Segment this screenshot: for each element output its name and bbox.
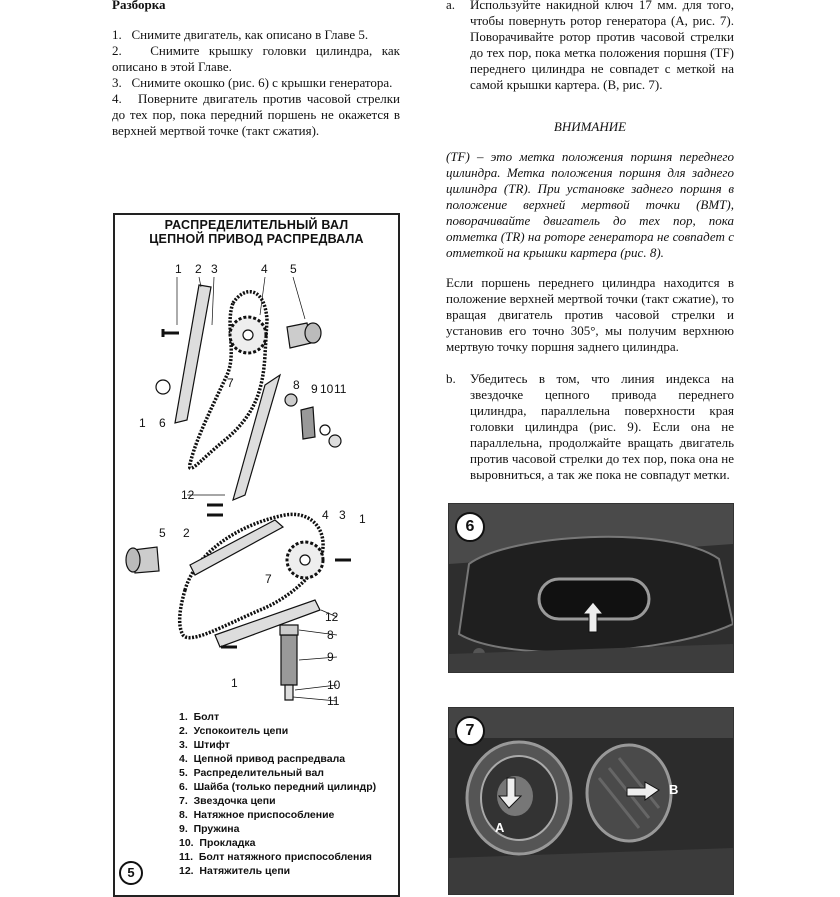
callout-2-top: 2 bbox=[195, 262, 202, 276]
photo-6-image bbox=[449, 504, 733, 672]
callout-5-top: 5 bbox=[290, 262, 297, 276]
legend-item-3: 3. Штифт bbox=[179, 739, 230, 751]
step-a-text: Используйте накидной ключ 17 мм. для того, чтобы повернуть ротор генератора (A, рис. 7). Поворачивайте ротор против часовой стрелки до тех пор, пока метка положения поршня (TF) переднего цилиндра не совпадет с меткой на самой крышки картера. (B, рис. 7). bbox=[470, 0, 734, 92]
legend-item-12: 12. Натяжитель цепи bbox=[179, 865, 291, 877]
right-text-column bbox=[446, 0, 734, 483]
callout-8-lower: 8 bbox=[327, 628, 334, 642]
photo-6-number: 6 bbox=[455, 512, 485, 542]
callout-6: 6 bbox=[159, 416, 166, 430]
figure-5-camshaft-diagram bbox=[113, 213, 400, 897]
callout-1-top: 1 bbox=[175, 262, 182, 276]
step-3: 3. Снимите окошко (рис. 6) с крышки генератора. bbox=[112, 75, 393, 90]
figure-title-line-2: ЦЕПНОЙ ПРИВОД РАСПРЕДВАЛА bbox=[149, 232, 364, 246]
callout-7-lower: 7 bbox=[265, 572, 272, 586]
callout-5-lower: 5 bbox=[159, 526, 166, 540]
washer bbox=[156, 380, 170, 394]
callout-12-lower: 12 bbox=[325, 610, 339, 624]
upper-bolt bbox=[163, 329, 179, 337]
callout-11-lower: 11 bbox=[327, 694, 340, 708]
step-a-marker: a. bbox=[446, 0, 456, 12]
legend-item-8: 8. Натяжное приспособление bbox=[179, 809, 335, 821]
callout-9-10-11-top: 9 bbox=[311, 382, 318, 396]
callout-9-lower: 9 bbox=[327, 650, 334, 664]
callout-3-top: 3 bbox=[211, 262, 218, 276]
figure-legend bbox=[179, 710, 376, 878]
legend-item-9: 9. Пружина bbox=[179, 823, 240, 835]
step-4: 4. Поверните двигатель против часовой стрелки до тех пор, пока передний поршень не окажется в верхней мертвой точке (такт сжатия). bbox=[112, 91, 400, 138]
callout-4-top: 4 bbox=[261, 262, 268, 276]
legend-item-2: 2. Успокоитель цепи bbox=[179, 725, 289, 737]
lower-chain-guide bbox=[190, 520, 283, 575]
callout-4-lower: 4 bbox=[322, 508, 329, 522]
upper-chain-guide bbox=[175, 285, 211, 423]
callout-7-top: 7 bbox=[227, 376, 234, 390]
step-b-block bbox=[446, 371, 734, 483]
legend-item-10: 10. Прокладка bbox=[179, 837, 256, 849]
photo-7-generator-rotor bbox=[448, 707, 734, 895]
figure-title-line-1: РАСПРЕДЕЛИТЕЛЬНЫЙ ВАЛ bbox=[164, 218, 349, 232]
figure-number-badge: 5 bbox=[119, 861, 143, 885]
warning-title: ВНИМАНИЕ bbox=[553, 119, 627, 134]
rear-cylinder-paragraph: Если поршень переднего цилиндра находится в положение верхней мертвой точки (такт сжатие), то вращая двигатель против часовой стрелки и установив его точно 305°, мы получим верхнюю мертвую точку поршня заднего цилиндра. bbox=[446, 275, 734, 354]
step-1: 1. Снимите двигатель, как описано в Главе 5. bbox=[112, 27, 369, 42]
callout-1-lower-right: 1 bbox=[359, 512, 366, 526]
callout-8-top: 8 bbox=[293, 378, 300, 392]
disassembly-steps bbox=[112, 27, 400, 139]
callout-2-lower: 2 bbox=[183, 526, 190, 540]
photo-7-image bbox=[449, 708, 733, 894]
callout-10-top: 10 bbox=[320, 382, 334, 396]
callout-10-lower: 10 bbox=[327, 678, 341, 692]
section-heading: Разборка bbox=[112, 0, 166, 12]
legend-item-7: 7. Звездочка цепи bbox=[179, 795, 276, 807]
upper-tensioner bbox=[233, 375, 280, 500]
legend-item-5: 5. Распределительный вал bbox=[179, 767, 324, 779]
upper-spring bbox=[301, 407, 315, 439]
photo-6-generator-cover bbox=[448, 503, 734, 673]
step-a-block bbox=[446, 0, 734, 93]
left-text-column bbox=[112, 0, 400, 139]
callout-1-lower-left: 1 bbox=[231, 676, 238, 690]
step-2: 2. Снимите крышку головки цилиндра, как описано в этой Главе. bbox=[112, 43, 400, 74]
step-b-text: Убедитесь в том, что линия индекса на звездочке цепного привода переднего цилиндра, параллельна поверхности края головки цилиндра (рис. 9). Если она не параллельна, продолжайте вращать двигатель против часовой стрелки до тех пор, пока она не выровниться, а так же пока не совпадут метки. bbox=[470, 371, 734, 482]
callout-1-left: 1 bbox=[139, 416, 146, 430]
photo-7-label-b: B bbox=[669, 782, 679, 797]
legend-item-11: 11. Болт натяжного приспособления bbox=[179, 851, 372, 863]
callout-11-top: 11 bbox=[334, 382, 347, 396]
photo-7-label-a: A bbox=[495, 820, 505, 835]
callout-12-upper: 12 bbox=[181, 488, 195, 502]
lower-spring bbox=[281, 635, 297, 685]
legend-item-4: 4. Цепной привод распредвала bbox=[179, 753, 346, 765]
legend-item-1: 1. Болт bbox=[179, 711, 220, 723]
warning-text: (TF) – это метка положения поршня переднего цилиндра. Метка положения поршня для заднего цилиндра (TR). При установке заднего поршня в положение верхней мертвой точки (ВМТ), поворачивайте двигатель до тех пор, пока отметка (TR) на роторе генератора не совпадет с отметкой на крышки картера (рис. 8). bbox=[446, 149, 734, 260]
exploded-view-drawing bbox=[115, 215, 398, 715]
legend-item-6: 6. Шайба (только передний цилиндр) bbox=[179, 781, 377, 793]
middle-bolts bbox=[207, 505, 223, 515]
callout-3-lower: 3 bbox=[339, 508, 346, 522]
step-b-marker: b. bbox=[446, 371, 456, 386]
photo-7-number: 7 bbox=[455, 716, 485, 746]
